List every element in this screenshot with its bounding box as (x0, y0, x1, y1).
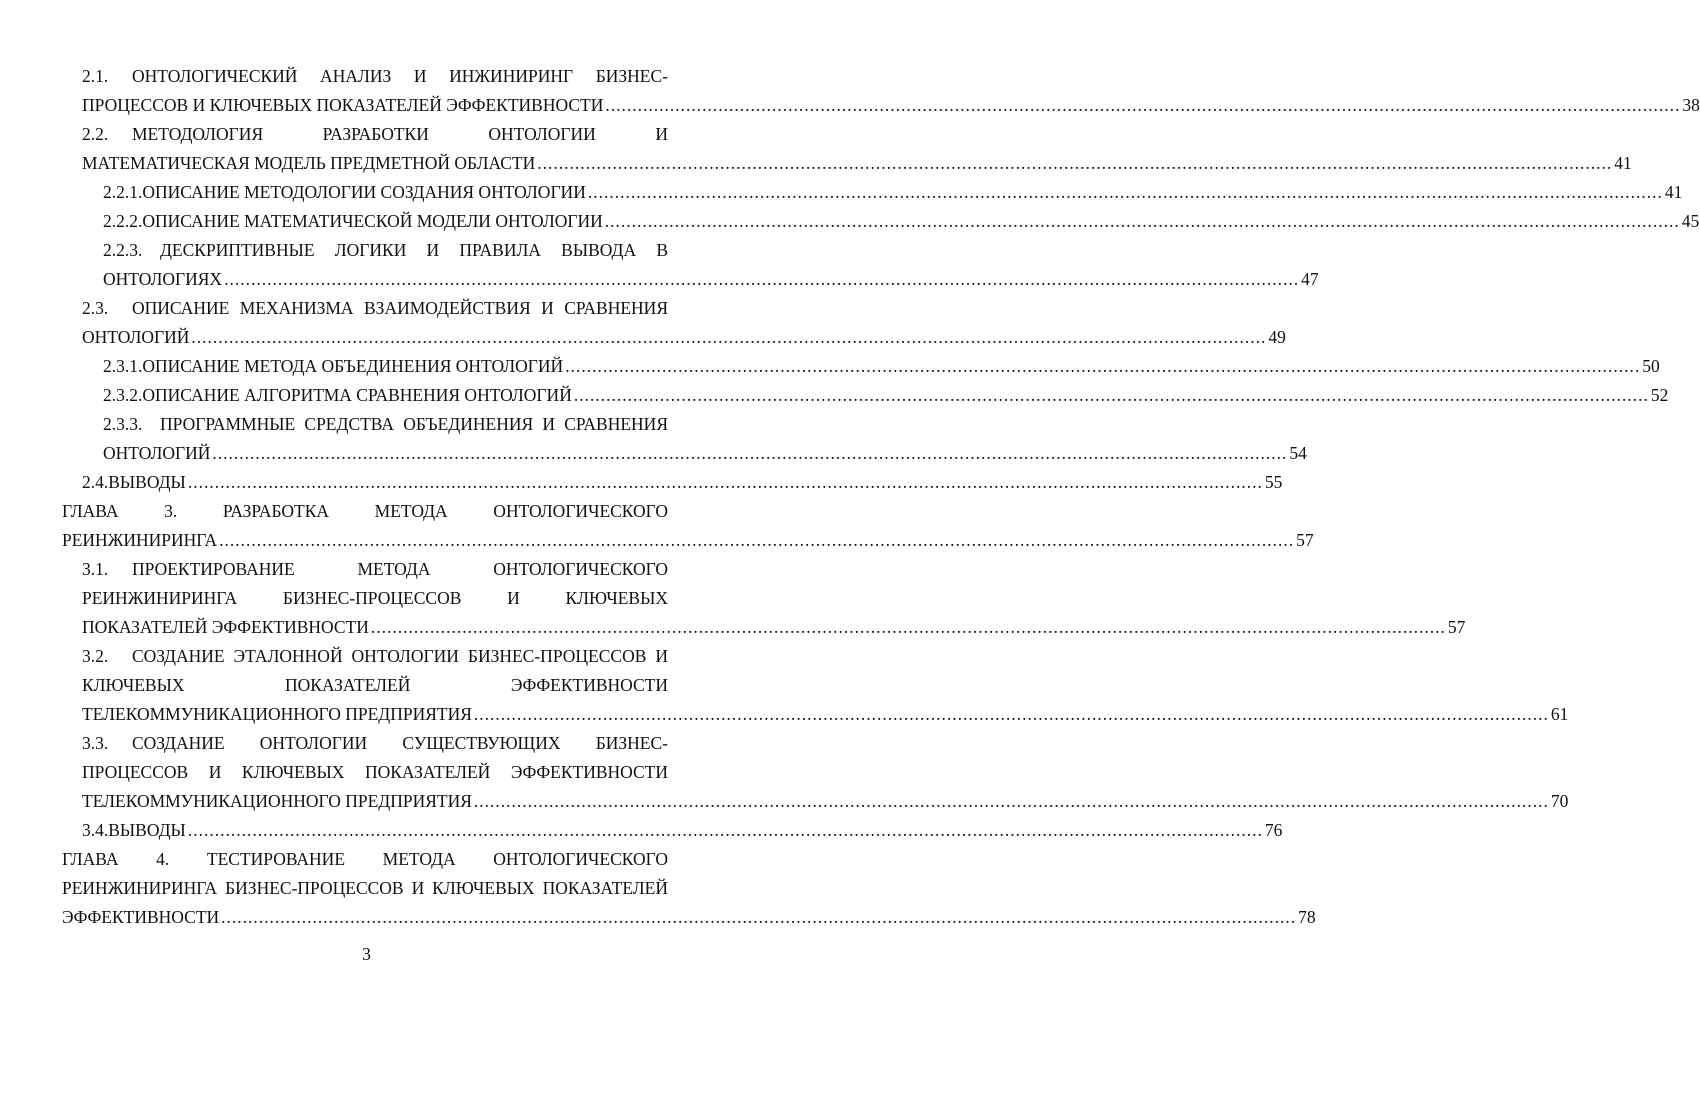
toc-entry-number: 3.4. (82, 820, 109, 840)
toc-page-number: 38 (1682, 95, 1700, 115)
toc-entry-title: ПРОЦЕССОВ И КЛЮЧЕВЫХ ПОКАЗАТЕЛЕЙ ЭФФЕКТИВНОСТИ (82, 762, 668, 782)
toc-page-number: 61 (1550, 704, 1569, 724)
toc-page-number: 50 (1642, 356, 1660, 376)
toc-line (103, 265, 1319, 294)
toc-entry-title: КЛЮЧЕВЫХ ПОКАЗАТЕЛЕЙ ЭФФЕКТИВНОСТИ (82, 675, 668, 695)
toc-line (103, 236, 668, 265)
toc-entry-title: ПРОЕКТИРОВАНИЕ МЕТОДА ОНТОЛОГИЧЕСКОГО (132, 559, 668, 579)
toc-entry-number: 2.2. (82, 124, 109, 144)
toc-entry-title: ГЛАВА 4. ТЕСТИРОВАНИЕ МЕТОДА ОНТОЛОГИЧЕСКОГО (62, 849, 668, 869)
toc-entry-title: РЕИНЖИНИРИНГА БИЗНЕС-ПРОЦЕССОВ И КЛЮЧЕВЫХ (82, 588, 668, 608)
toc-entry-title: ОПИСАНИЕ МАТЕМАТИЧЕСКОЙ МОДЕЛИ ОНТОЛОГИИ (142, 211, 603, 231)
toc-line (82, 671, 668, 700)
toc-line (103, 178, 1683, 207)
toc-entry-title: ОПИСАНИЕ МЕТОДОЛОГИИ СОЗДАНИЯ ОНТОЛОГИИ (142, 182, 586, 202)
toc-entry-number: 2.2.3. (103, 240, 143, 260)
toc-leader-dots: ........................................................................................................................................................................................................ (219, 530, 1295, 550)
toc-leader-dots: ........................................................................................................................................................................................................ (573, 385, 1649, 405)
toc-page-number: 55 (1264, 472, 1283, 492)
toc-line (82, 758, 668, 787)
toc-leader-dots: ........................................................................................................................................................................................................ (224, 269, 1300, 289)
toc-page-number: 49 (1268, 327, 1286, 347)
toc-entry-title: ДЕСКРИПТИВНЫЕ ЛОГИКИ И ПРАВИЛА ВЫВОДА В (160, 240, 668, 260)
toc-page-number: 41 (1664, 182, 1683, 202)
toc-line (82, 62, 668, 91)
toc-entry-number: 2.3.3. (103, 414, 143, 434)
toc-entry-title: РЕИНЖИНИРИНГА БИЗНЕС-ПРОЦЕССОВ И КЛЮЧЕВЫХ ПОКАЗАТЕЛЕЙ (62, 878, 668, 898)
toc-page-number: 52 (1650, 385, 1669, 405)
toc-entry-title: ОНТОЛОГИЙ (103, 443, 211, 463)
toc-entry-title: ЭФФЕКТИВНОСТИ (62, 907, 220, 927)
toc-line (82, 787, 1569, 816)
toc-entry-title: ПОКАЗАТЕЛЕЙ ЭФФЕКТИВНОСТИ (82, 617, 369, 637)
toc-entry-title: ОПИСАНИЕ АЛГОРИТМА СРАВНЕНИЯ ОНТОЛОГИЙ (142, 385, 572, 405)
toc-page-number: 70 (1550, 791, 1569, 811)
toc-line (82, 555, 668, 584)
toc-leader-dots: ........................................................................................................................................................................................................ (191, 327, 1267, 347)
toc-line (103, 207, 1700, 236)
toc-entry-number: 2.3.1. (103, 356, 143, 376)
toc-entry-title: ГЛАВА 3. РАЗРАБОТКА МЕТОДА ОНТОЛОГИЧЕСКОГО (62, 501, 668, 521)
toc-entry-title: ТЕЛЕКОММУНИКАЦИОННОГО ПРЕДПРИЯТИЯ (82, 704, 472, 724)
toc-line (82, 729, 668, 758)
toc-line (82, 613, 1466, 642)
toc-entry-title: ВЫВОДЫ (108, 472, 186, 492)
toc-leader-dots: ........................................................................................................................................................................................................ (187, 820, 1263, 840)
toc-entry-number: 3.2. (82, 646, 109, 666)
toc-entry-number: 3.3. (82, 733, 109, 753)
toc-page-number: 57 (1447, 617, 1466, 637)
toc-line (62, 497, 668, 526)
toc-line (82, 584, 668, 613)
toc-entry-title: СОЗДАНИЕ ОНТОЛОГИИ СУЩЕСТВУЮЩИХ БИЗНЕС- (132, 733, 668, 753)
toc-leader-dots: ........................................................................................................................................................................................................ (473, 791, 1549, 811)
toc-entry-title: ОПИСАНИЕ МЕХАНИЗМА ВЗАИМОДЕЙСТВИЯ И СРАВНЕНИЯ (132, 298, 668, 318)
toc-leader-dots: ........................................................................................................................................................................................................ (565, 356, 1641, 376)
toc-entry-title: ОНТОЛОГИЯХ (103, 269, 223, 289)
toc-entry-number: 2.3. (82, 298, 109, 318)
toc-entry-title: ПРОЦЕССОВ И КЛЮЧЕВЫХ ПОКАЗАТЕЛЕЙ ЭФФЕКТИВНОСТИ (82, 95, 604, 115)
toc-entry-title: СОЗДАНИЕ ЭТАЛОННОЙ ОНТОЛОГИИ БИЗНЕС-ПРОЦЕССОВ И (132, 646, 668, 666)
toc-entry-number: 2.4. (82, 472, 109, 492)
toc-page-number: 47 (1301, 269, 1319, 289)
toc-page-number: 57 (1296, 530, 1314, 550)
toc-line (103, 410, 668, 439)
toc-entry-title: ОНТОЛОГИЙ (82, 327, 190, 347)
toc-line (82, 700, 1569, 729)
toc-line (62, 845, 668, 874)
toc-leader-dots: ........................................................................................................................................................................................................ (370, 617, 1446, 637)
toc-leader-dots: ........................................................................................................................................................................................................ (537, 153, 1613, 173)
toc-line (82, 642, 668, 671)
toc-entry-title: ТЕЛЕКОММУНИКАЦИОННОГО ПРЕДПРИЯТИЯ (82, 791, 472, 811)
toc-line (82, 91, 1700, 120)
toc-leader-dots: ........................................................................................................................................................................................................ (604, 211, 1680, 231)
toc-page-number: 54 (1289, 443, 1307, 463)
toc-leader-dots: ........................................................................................................................................................................................................ (187, 472, 1263, 492)
toc-entry-number: 2.3.2. (103, 385, 143, 405)
toc-page-number: 78 (1298, 907, 1316, 927)
toc-line (82, 816, 1283, 845)
toc-entry-title: ПРОГРАММНЫЕ СРЕДСТВА ОБЪЕДИНЕНИЯ И СРАВНЕНИЯ (160, 414, 668, 434)
toc-entry-title: МАТЕМАТИЧЕСКАЯ МОДЕЛЬ ПРЕДМЕТНОЙ ОБЛАСТИ (82, 153, 536, 173)
toc-entry-title: ОПИСАНИЕ МЕТОДА ОБЪЕДИНЕНИЯ ОНТОЛОГИЙ (142, 356, 564, 376)
toc-page-number: 45 (1681, 211, 1700, 231)
toc-leader-dots: ........................................................................................................................................................................................................ (212, 443, 1288, 463)
toc-line (103, 439, 1307, 468)
toc-line (62, 526, 1314, 555)
toc-line (62, 874, 668, 903)
toc-entry-title: ВЫВОДЫ (108, 820, 186, 840)
toc-line (82, 294, 668, 323)
toc-leader-dots: ........................................................................................................................................................................................................ (473, 704, 1549, 724)
toc-entry-number: 2.2.1. (103, 182, 143, 202)
toc-line (103, 352, 1660, 381)
toc-page-number: 76 (1264, 820, 1283, 840)
toc-line (82, 120, 668, 149)
toc-entry-title: РЕИНЖИНИРИНГА (62, 530, 218, 550)
toc-entry-number: 3.1. (82, 559, 109, 579)
toc-line (62, 903, 1316, 932)
toc-entry-title: МЕТОДОЛОГИЯ РАЗРАБОТКИ ОНТОЛОГИИ И (132, 124, 668, 144)
toc-entry-number: 2.1. (82, 66, 109, 86)
toc-leader-dots: ........................................................................................................................................................................................................ (221, 907, 1297, 927)
toc-line (82, 149, 1632, 178)
toc-line (82, 323, 1286, 352)
toc-entry-number: 2.2.2. (103, 211, 143, 231)
toc-line (82, 468, 1283, 497)
toc-leader-dots: ........................................................................................................................................................................................................ (587, 182, 1663, 202)
toc-page-number: 41 (1614, 153, 1632, 173)
page-number: 3 (362, 944, 371, 964)
toc-leader-dots: ........................................................................................................................................................................................................ (605, 95, 1681, 115)
toc-line (103, 381, 1669, 410)
toc-entry-title: ОНТОЛОГИЧЕСКИЙ АНАЛИЗ И ИНЖИНИРИНГ БИЗНЕС- (132, 66, 668, 86)
